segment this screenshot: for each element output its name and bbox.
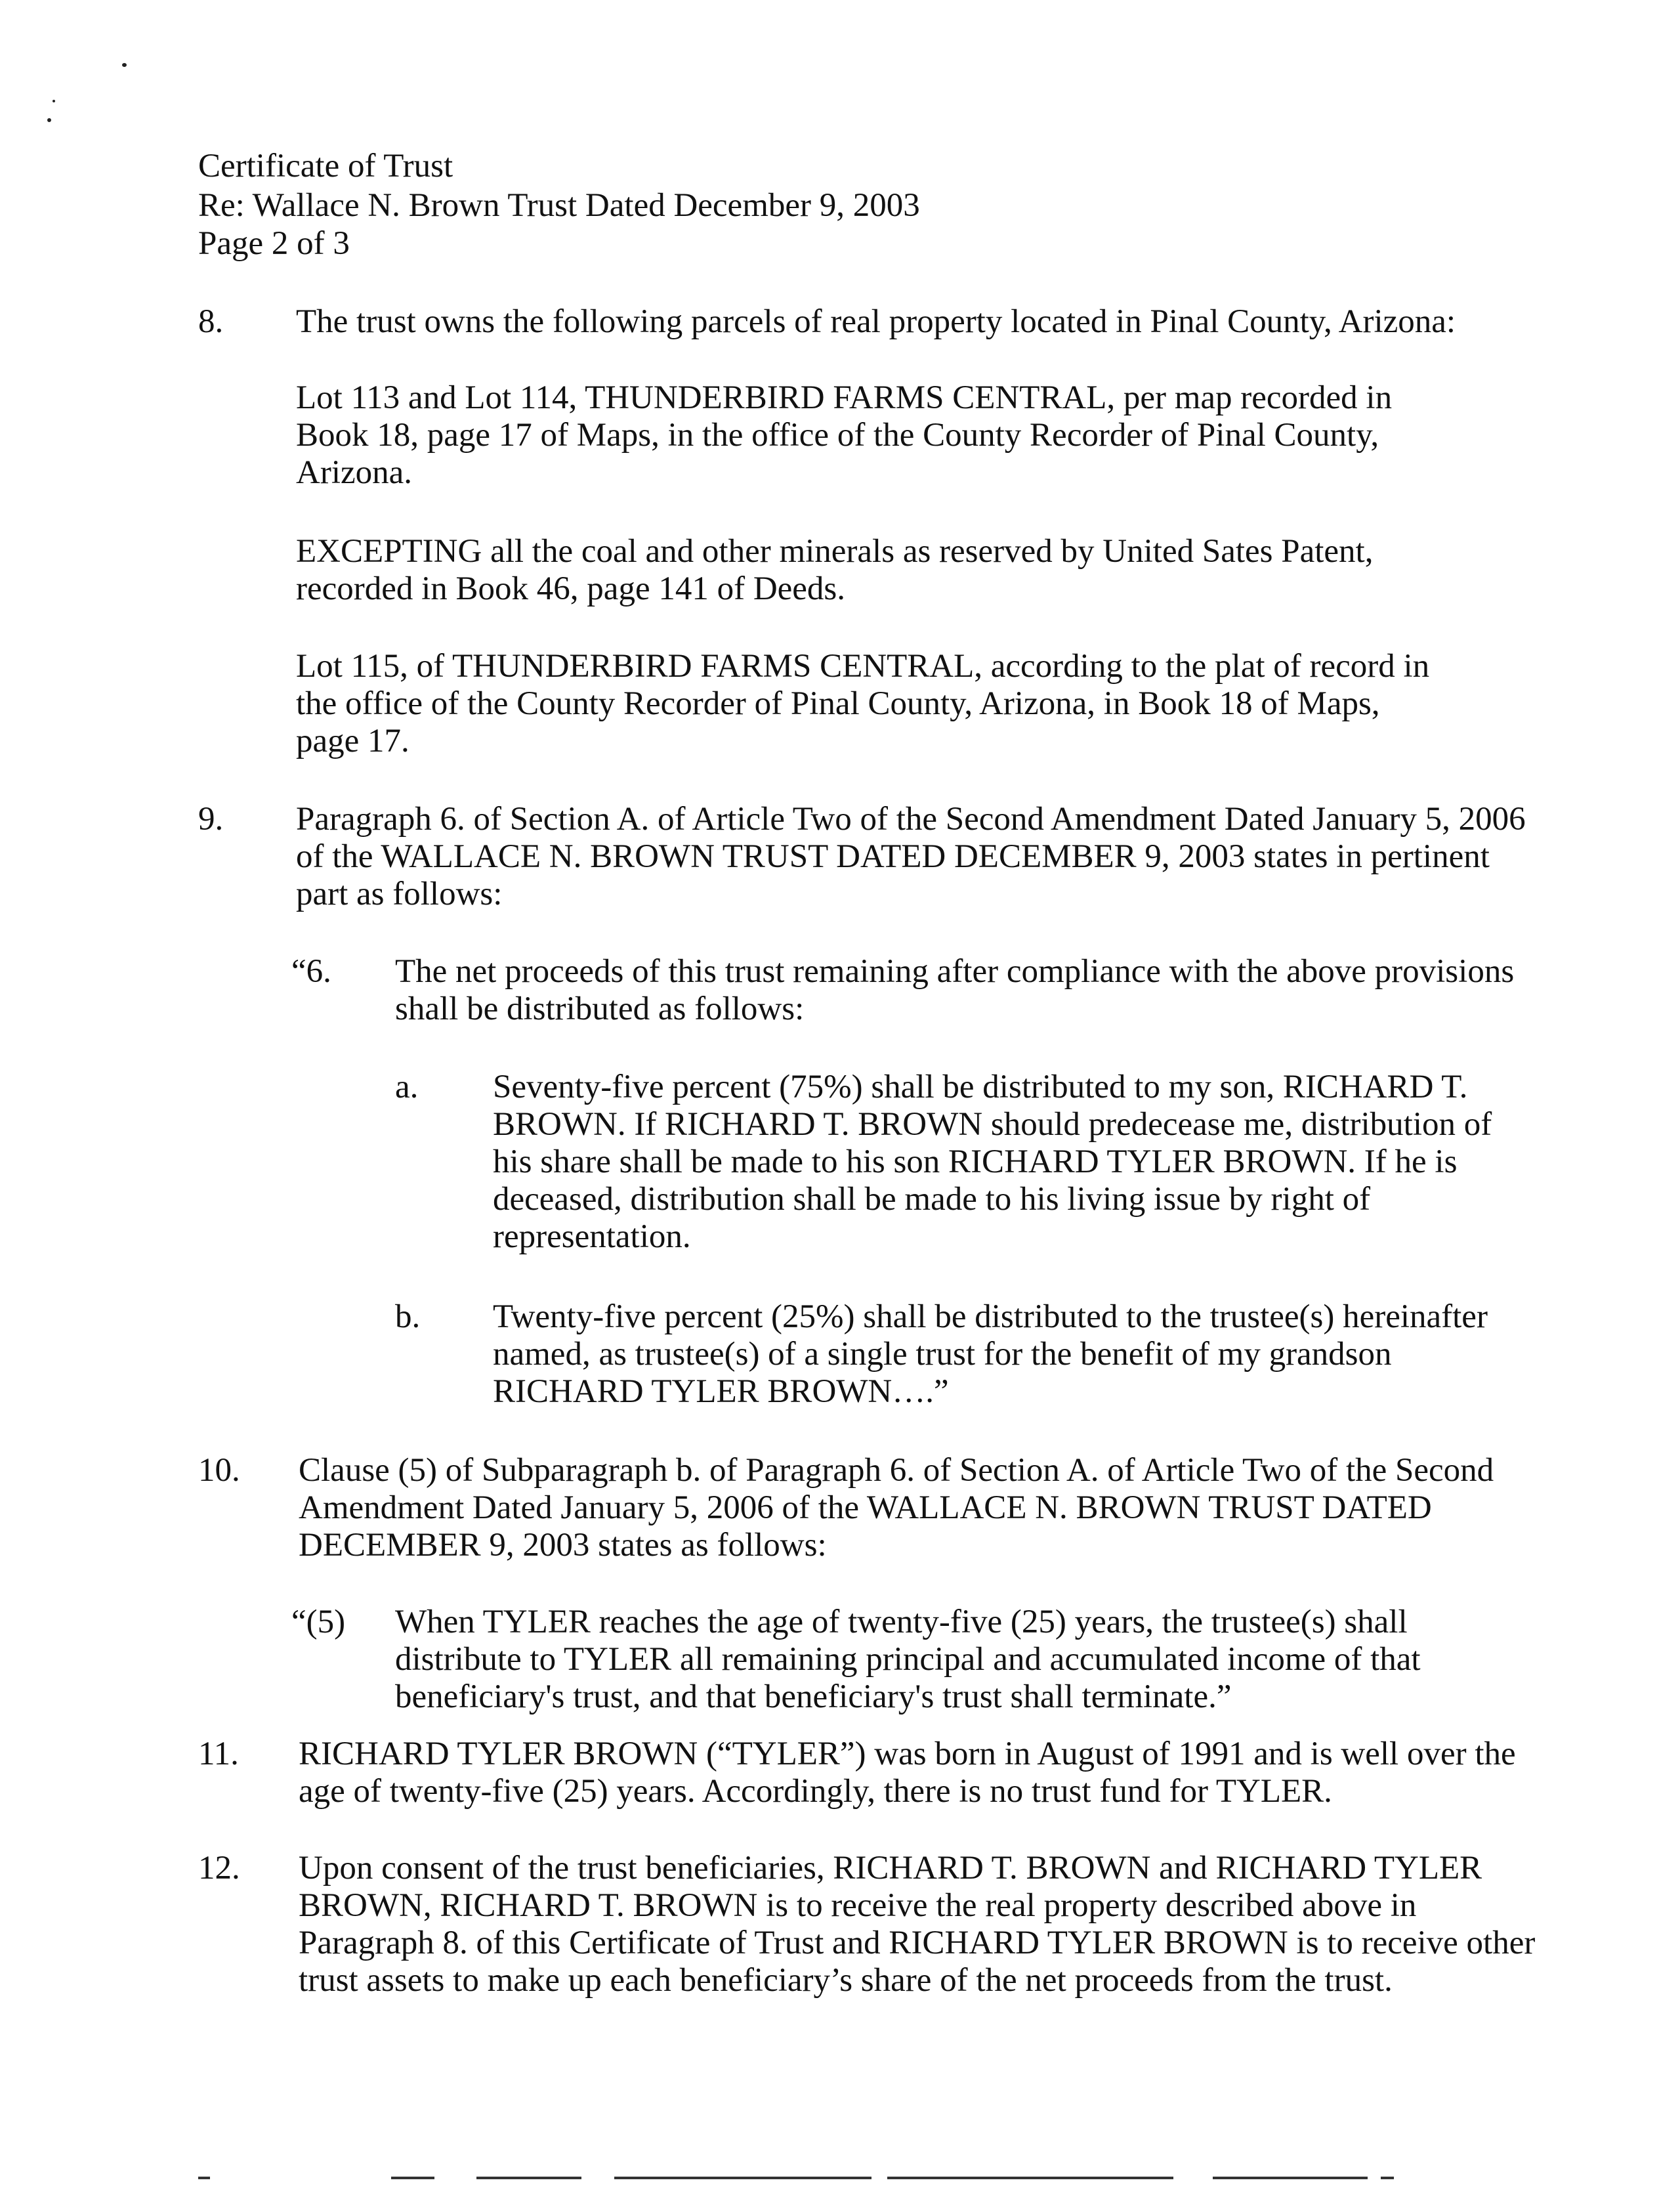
scan-artifact-line (476, 2177, 581, 2179)
item-9-quote-text: The net proceeds of this trust remaining after compliance with the above provisions shall be distributed as follows: (395, 953, 1515, 1027)
item-10-number: 10. (198, 1452, 240, 1489)
item-12-number: 12. (198, 1850, 240, 1886)
scan-speck (47, 118, 51, 122)
scan-speck (122, 63, 127, 67)
item-10-quote-text: When TYLER reaches the age of twenty-five (25) years, the trustee(s) shall distribute to TYLER all remaining principal and accumulated income of that beneficiary's trust, and that beneficiary's trust shall terminate.” (395, 1604, 1421, 1715)
item-8-text: The trust owns the following parcels of real property located in Pinal County, Arizona: (296, 303, 1456, 340)
scan-artifact-line (887, 2177, 1173, 2179)
item-9-sub-a-text: Seventy-five percent (75%) shall be distributed to my son, RICHARD T. BROWN. If RICHARD T. BROWN should predecease me, distribution of his share shall be made to his son RICHARD TYLER BROWN. If he is deceased, distribution shall be made to his living issue by right of representation. (493, 1069, 1492, 1255)
item-9-quote-number: “6. (291, 953, 331, 990)
item-10-text: Clause (5) of Subparagraph b. of Paragraph 6. of Section A. of Article Two of the Second Amendment Dated January 5, 2006 of the WALLACE N. BROWN TRUST DATED DECEMBER 9, 2003 states as follows: (299, 1452, 1494, 1564)
header-re-line: Re: Wallace N. Brown Trust Dated December 9, 2003 (198, 187, 920, 224)
item-8-parcel-lots-113-114: Lot 113 and Lot 114, THUNDERBIRD FARMS CENTRAL, per map recorded in Book 18, page 17 of Maps, in the office of the County Recorder of Pinal County, Arizona. (296, 379, 1393, 491)
item-12-text: Upon consent of the trust beneficiaries, RICHARD T. BROWN and RICHARD TYLER BROWN, RICHARD T. BROWN is to receive the real property described above in Paragraph 8. of this Certificate of Trust and RICHARD TYLER BROWN is to receive other trust assets to make up each beneficiary’s share of the net proceeds from the trust. (299, 1850, 1536, 1999)
scan-artifact-line (614, 2177, 872, 2179)
item-11-number: 11. (198, 1736, 239, 1772)
scan-artifact-line (1213, 2177, 1368, 2179)
item-8-mineral-exception: EXCEPTING all the coal and other minerals as reserved by United Sates Patent, recorded in Book 46, page 141 of Deeds. (296, 533, 1374, 607)
scan-artifact-line (198, 2177, 210, 2179)
item-10-quote-number: “(5) (291, 1604, 346, 1640)
header-page-number: Page 2 of 3 (198, 225, 350, 262)
item-9-sub-b-letter: b. (395, 1298, 421, 1335)
scan-artifact-line (391, 2177, 434, 2179)
header-title: Certificate of Trust (198, 148, 453, 184)
item-11-text: RICHARD TYLER BROWN (“TYLER”) was born in August of 1991 and is well over the age of twenty-five (25) years. Accordingly, there is no trust fund for TYLER. (299, 1736, 1516, 1810)
item-8-parcel-lot-115: Lot 115, of THUNDERBIRD FARMS CENTRAL, according to the plat of record in the office of the County Recorder of Pinal County, Arizona, in Book 18 of Maps, page 17. (296, 648, 1430, 759)
item-8-number: 8. (198, 303, 224, 340)
scan-speck (52, 100, 55, 102)
item-9-number: 9. (198, 801, 224, 838)
item-9-sub-a-letter: a. (395, 1069, 419, 1105)
item-9-sub-b-text: Twenty-five percent (25%) shall be distributed to the trustee(s) hereinafter named, as trustee(s) of a single trust for the benefit of my grandson RICHARD TYLER BROWN….” (493, 1298, 1488, 1410)
scan-artifact-line (1381, 2177, 1394, 2179)
item-9-text: Paragraph 6. of Section A. of Article Two of the Second Amendment Dated January 5, 2006 of the WALLACE N. BROWN TRUST DATED DECEMBER 9, 2003 states in pertinent part as follows: (296, 801, 1526, 912)
